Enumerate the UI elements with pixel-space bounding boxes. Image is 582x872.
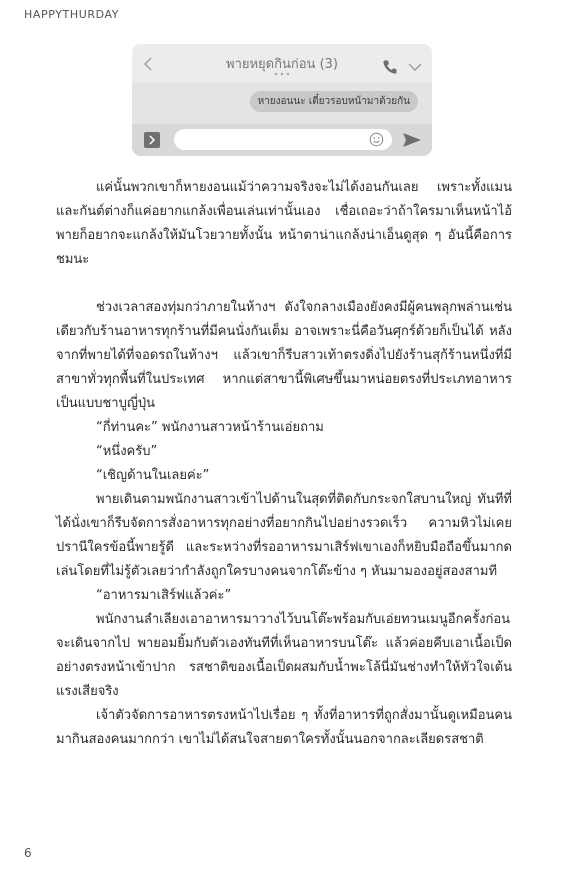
paragraph: ช่วงเวลาสองทุ่มกว่าภายในห้างฯ ดังใจกลางเมืองยังคงมีผู้คนพลุกพล่านเช่นเดียวกับร้านอาหารทุกร้านที่มีคนนั่งกันเต็ม อาจเพราะนี่คือวันศุกร์ด้วยก็เป็นได้ หลังจากที่พายได้ที่จอดรถในห้างฯ แล้วเขาก็รีบสาวเท้าตรงดิ่งไปยังร้านสุก้ร้านหนึ่งที่มีสาขาทั่วทุกพื้นที่ในประเทศ หากแต่สาขานี้พิเศษขึ้นมาหน่อยตรงที่ประเภทอาหารเป็นแบบชาบูญี่ปุ่น xyxy=(56,300,512,411)
dialogue-line: “กี่ท่านคะ” พนักงานสาวหน้าร้านเอ่ยถาม xyxy=(96,420,324,435)
chevron-right-icon xyxy=(144,132,160,148)
phone-icon[interactable] xyxy=(382,59,398,75)
paragraph: พนักงานลำเลียงเอาอาหารมาวางไว้บนโต๊ะพร้อมกับเอ่ยทวนเมนูอีกครั้งก่อนจะเดินจากไป พายอมยิ้มกับตัวเองทันทีที่เห็นอาหารบนโต๊ะ แล้วค่อยคีบเอาเนื้อเป็ดอย่างตรงหน้าเข้าปาก รสชาติของเนื้อเป็ดผสมกับน้ำพะโล้นี่มันช่างทำให้หัวใจเต้นแรงเสียจริง xyxy=(56,612,512,699)
body-text xyxy=(56,176,512,752)
paragraph-gap xyxy=(56,272,512,296)
dialogue-line: “อาหารมาเสิร์ฟแล้วค่ะ” xyxy=(96,588,232,603)
expand-button[interactable] xyxy=(144,132,160,148)
paragraph: พายเดินตามพนักงานสาวเข้าไปด้านในสุดที่ติดกับกระจกใสบานใหญ่ ทันทีที่ได้นั่งเขาก็รีบจัดการสั่งอาหารทุกอย่างที่อยากกินไปอย่างรวดเร็ว ความหิวไม่เคยปรานีใครข้อนี้พายรู้ดี และระหว่างที่รออาหารมาเสิร์ฟเขาเองก็หยิบมือถือขึ้นมากดเล่นโดยที่ไม่รู้ตัวเลยว่ากำลังถูกใครบางคนจากโต๊ะข้าง ๆ หันมามองอยู่สองสามที xyxy=(56,492,512,579)
running-header: HAPPYTHURDAY xyxy=(24,8,120,21)
page-number: 6 xyxy=(24,846,32,860)
typing-dots-icon xyxy=(273,72,291,76)
chat-input-bar xyxy=(132,124,432,156)
chat-header xyxy=(132,44,432,82)
message-input[interactable] xyxy=(174,129,392,150)
chat-screenshot xyxy=(132,44,432,156)
smiley-icon[interactable] xyxy=(369,132,384,147)
chat-title: พายหยุดกินก่อน (3) xyxy=(226,57,338,72)
send-arrow-icon[interactable] xyxy=(402,132,422,148)
chevron-down-icon[interactable] xyxy=(408,62,422,72)
chat-message-bubble: หายงอนนะ เดี๋ยวรอบหน้ามาด้วยกัน xyxy=(250,91,418,112)
paragraph: เจ้าตัวจัดการอาหารตรงหน้าไปเรื่อย ๆ ทั้งที่อาหารที่ถูกสั่งมานั้นดูเหมือนคนมากินสองคนมากกว่า เขาไม่ได้สนใจสายตาใครทั้งนั้นนอกจากละเลียดรสชาติ xyxy=(56,708,512,747)
dialogue-line: “หนึ่งครับ” xyxy=(96,444,158,459)
paragraph: แค่นั้นพวกเขาก็หายงอนแม้ว่าความจริงจะไม่ได้งอนกันเลย เพราะทั้งแมนและกันต์ต่างก็แค่อยากแกล้งเพื่อนเล่นเท่านั้นเอง เชื่อเถอะว่าถ้าใครมาเห็นหน้าไอ้พายก็อยากจะแกล้งให้มันโวยวายทั้งนั้น หน้าตาน่าแกล้งน่าเอ็นดูสุด ๆ อันนี้คือการชมนะ xyxy=(56,180,512,267)
dialogue-line: “เชิญด้านในเลยค่ะ” xyxy=(96,468,210,483)
